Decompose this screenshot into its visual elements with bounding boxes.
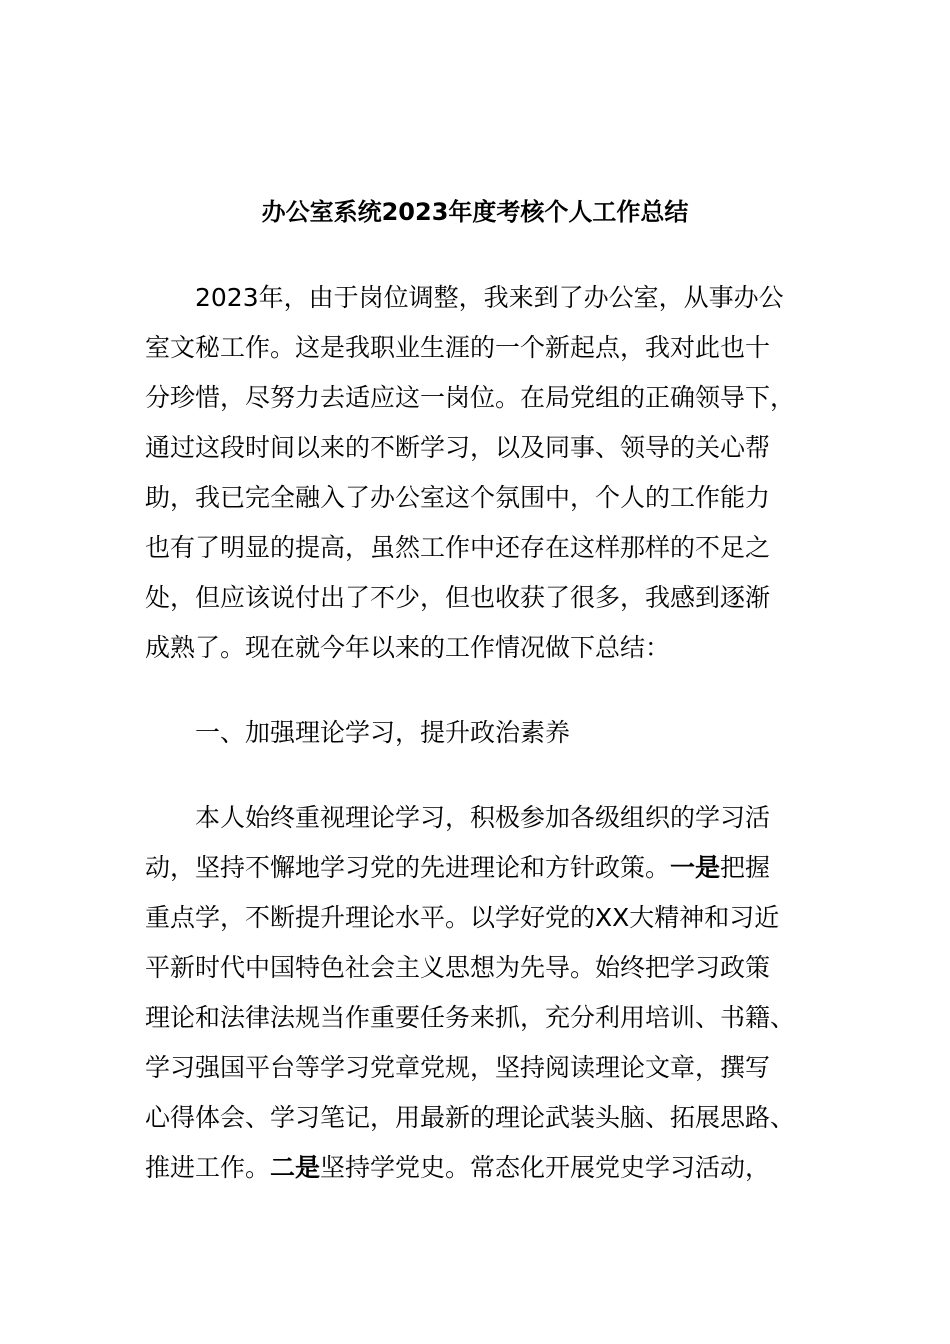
document-title: 办公室系统2023年度考核个人工作总结 xyxy=(261,198,689,226)
text-segment: 坚持学党史。常态化开展党史学习活动， xyxy=(320,1153,771,1182)
bold-text: 二是 xyxy=(270,1153,321,1182)
text-line xyxy=(145,523,815,573)
paragraph-1 xyxy=(145,273,815,673)
text-line xyxy=(145,993,815,1043)
text-line xyxy=(145,1043,815,1093)
text-segment: 室文秘工作。这是我职业生涯的一个新起点，我对此也十 xyxy=(145,333,771,362)
text-segment: 心得体会、学习笔记，用最新的理论武装头脑、拓展思路、 xyxy=(145,1103,796,1132)
text-line xyxy=(145,573,815,623)
text-line xyxy=(145,423,815,473)
text-segment: 助，我已完全融入了办公室这个氛围中，个人的工作能力 xyxy=(145,483,771,512)
bold-text: 一是 xyxy=(670,853,721,882)
text-segment: 学习强国平台等学习党章党规，坚持阅读理论文章，撰写 xyxy=(145,1053,771,1082)
section-heading-1 xyxy=(145,708,815,758)
text-line xyxy=(145,843,815,893)
text-segment: 重点学，不断提升理论水平。以学好党的XX大精神和习近 xyxy=(145,903,780,932)
text-segment: 动，坚持不懈地学习党的先进理论和方针政策。 xyxy=(145,853,671,882)
text-line xyxy=(145,1093,815,1143)
text-segment: 成熟了。现在就今年以来的工作情况做下总结： xyxy=(145,633,671,662)
paragraph-2 xyxy=(145,793,815,1193)
heading-text: 一、加强理论学习，提升政治素养 xyxy=(195,718,571,747)
text-segment: 平新时代中国特色社会主义思想为先导。始终把学习政策 xyxy=(145,953,771,982)
text-segment: 2023年，由于岗位调整，我来到了办公室，从事办公 xyxy=(195,283,784,312)
text-line xyxy=(145,1143,815,1193)
text-line xyxy=(145,273,815,323)
text-segment: 处，但应该说付出了不少，但也收获了很多，我感到逐渐 xyxy=(145,583,771,612)
text-segment: 推进工作。 xyxy=(145,1153,271,1182)
text-line xyxy=(145,473,815,523)
text-segment: 也有了明显的提高，虽然工作中还存在这样那样的不足之 xyxy=(145,533,771,562)
text-line xyxy=(145,323,815,373)
text-segment: 理论和法律法规当作重要任务来抓，充分利用培训、书籍、 xyxy=(145,1003,796,1032)
text-segment: 本人始终重视理论学习，积极参加各级组织的学习活 xyxy=(195,803,771,832)
text-segment: 分珍惜，尽努力去适应这一岗位。在局党组的正确领导下， xyxy=(145,383,796,412)
text-line xyxy=(145,793,815,843)
text-line xyxy=(145,373,815,423)
text-segment: 通过这段时间以来的不断学习，以及同事、领导的关心帮 xyxy=(145,433,771,462)
text-segment: 把握 xyxy=(720,853,771,882)
text-line xyxy=(145,893,815,943)
text-line xyxy=(145,623,815,673)
text-line xyxy=(145,943,815,993)
